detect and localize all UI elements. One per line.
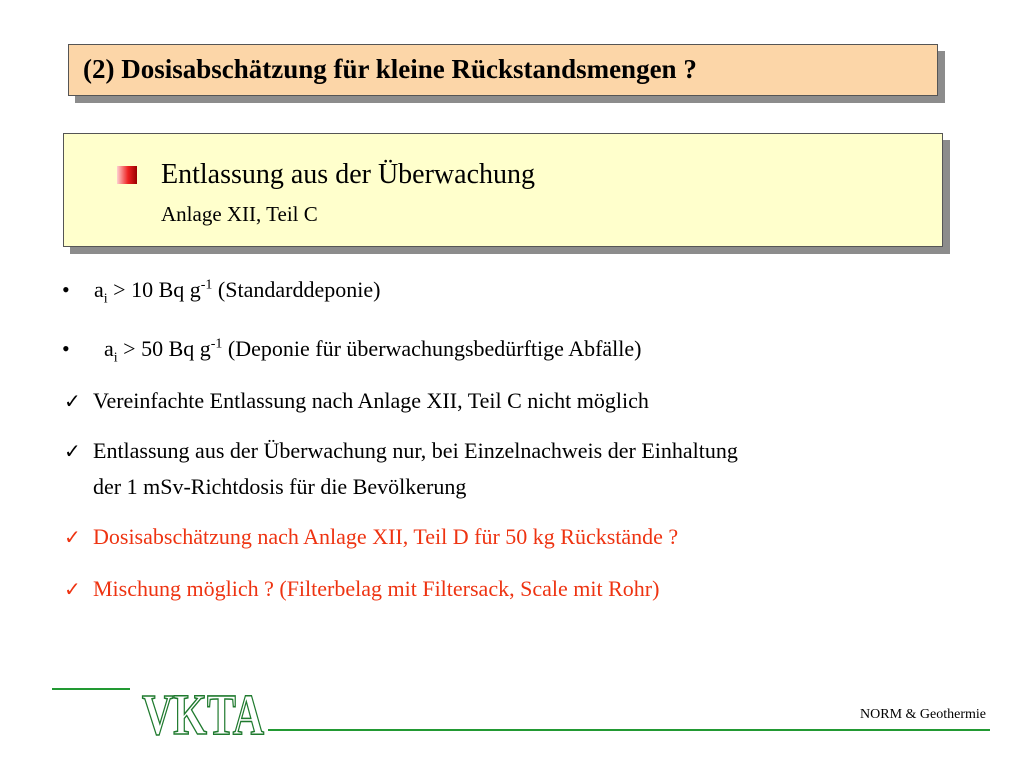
- activity-threshold: > 50 Bq g: [117, 336, 211, 361]
- checkmark-icon: ✓: [64, 389, 81, 413]
- subtitle-reference: Anlage XII, Teil C: [161, 202, 318, 226]
- item-description: (Deponie für überwachungsbedürftige Abfälle): [222, 336, 642, 361]
- bullet-icon: •: [62, 277, 70, 302]
- footer-label: NORM & Geothermie: [860, 707, 986, 722]
- check-item-2-line-2: der 1 mSv-Richtdosis für die Bevölkerung: [93, 474, 467, 499]
- unit-exponent: -1: [200, 277, 213, 293]
- list-item-1: [94, 276, 381, 307]
- activity-index: i: [103, 291, 108, 307]
- title-box: [68, 44, 938, 96]
- checkmark-icon: ✓: [64, 439, 81, 463]
- red-square-bullet-icon: [117, 166, 137, 184]
- subtitle-heading: Entlassung aus der Überwachung: [161, 159, 536, 190]
- bullet-icon: •: [62, 336, 70, 361]
- unit-exponent: -1: [210, 336, 223, 352]
- check-item-1: Vereinfachte Entlassung nach Anlage XII, Teil C nicht möglich: [93, 388, 649, 413]
- activity-symbol: a: [104, 336, 114, 361]
- logo-wordmark: VKTA: [142, 682, 265, 747]
- checkmark-icon: ✓: [64, 577, 81, 601]
- footer-divider-left: [52, 688, 130, 690]
- check-item-4: Mischung möglich ? (Filterbelag mit Filtersack, Scale mit Rohr): [93, 576, 660, 601]
- vkta-logo: [140, 682, 266, 747]
- check-item-3: Dosisabschätzung nach Anlage XII, Teil D für 50 kg Rückstände ?: [93, 524, 679, 549]
- activity-index: i: [113, 350, 118, 366]
- footer-divider-right: [268, 729, 990, 731]
- slide-title: (2) Dosisabschätzung für kleine Rückstandsmengen ?: [83, 54, 697, 84]
- checkmark-icon: ✓: [64, 525, 81, 549]
- item-description: (Standarddeponie): [212, 277, 381, 302]
- check-item-2-line-1: Entlassung aus der Überwachung nur, bei Einzelnachweis der Einhaltung: [93, 438, 738, 463]
- subtitle-box: [63, 133, 943, 247]
- activity-symbol: a: [94, 277, 104, 302]
- list-item-2: [104, 335, 642, 366]
- activity-threshold: > 10 Bq g: [107, 277, 201, 302]
